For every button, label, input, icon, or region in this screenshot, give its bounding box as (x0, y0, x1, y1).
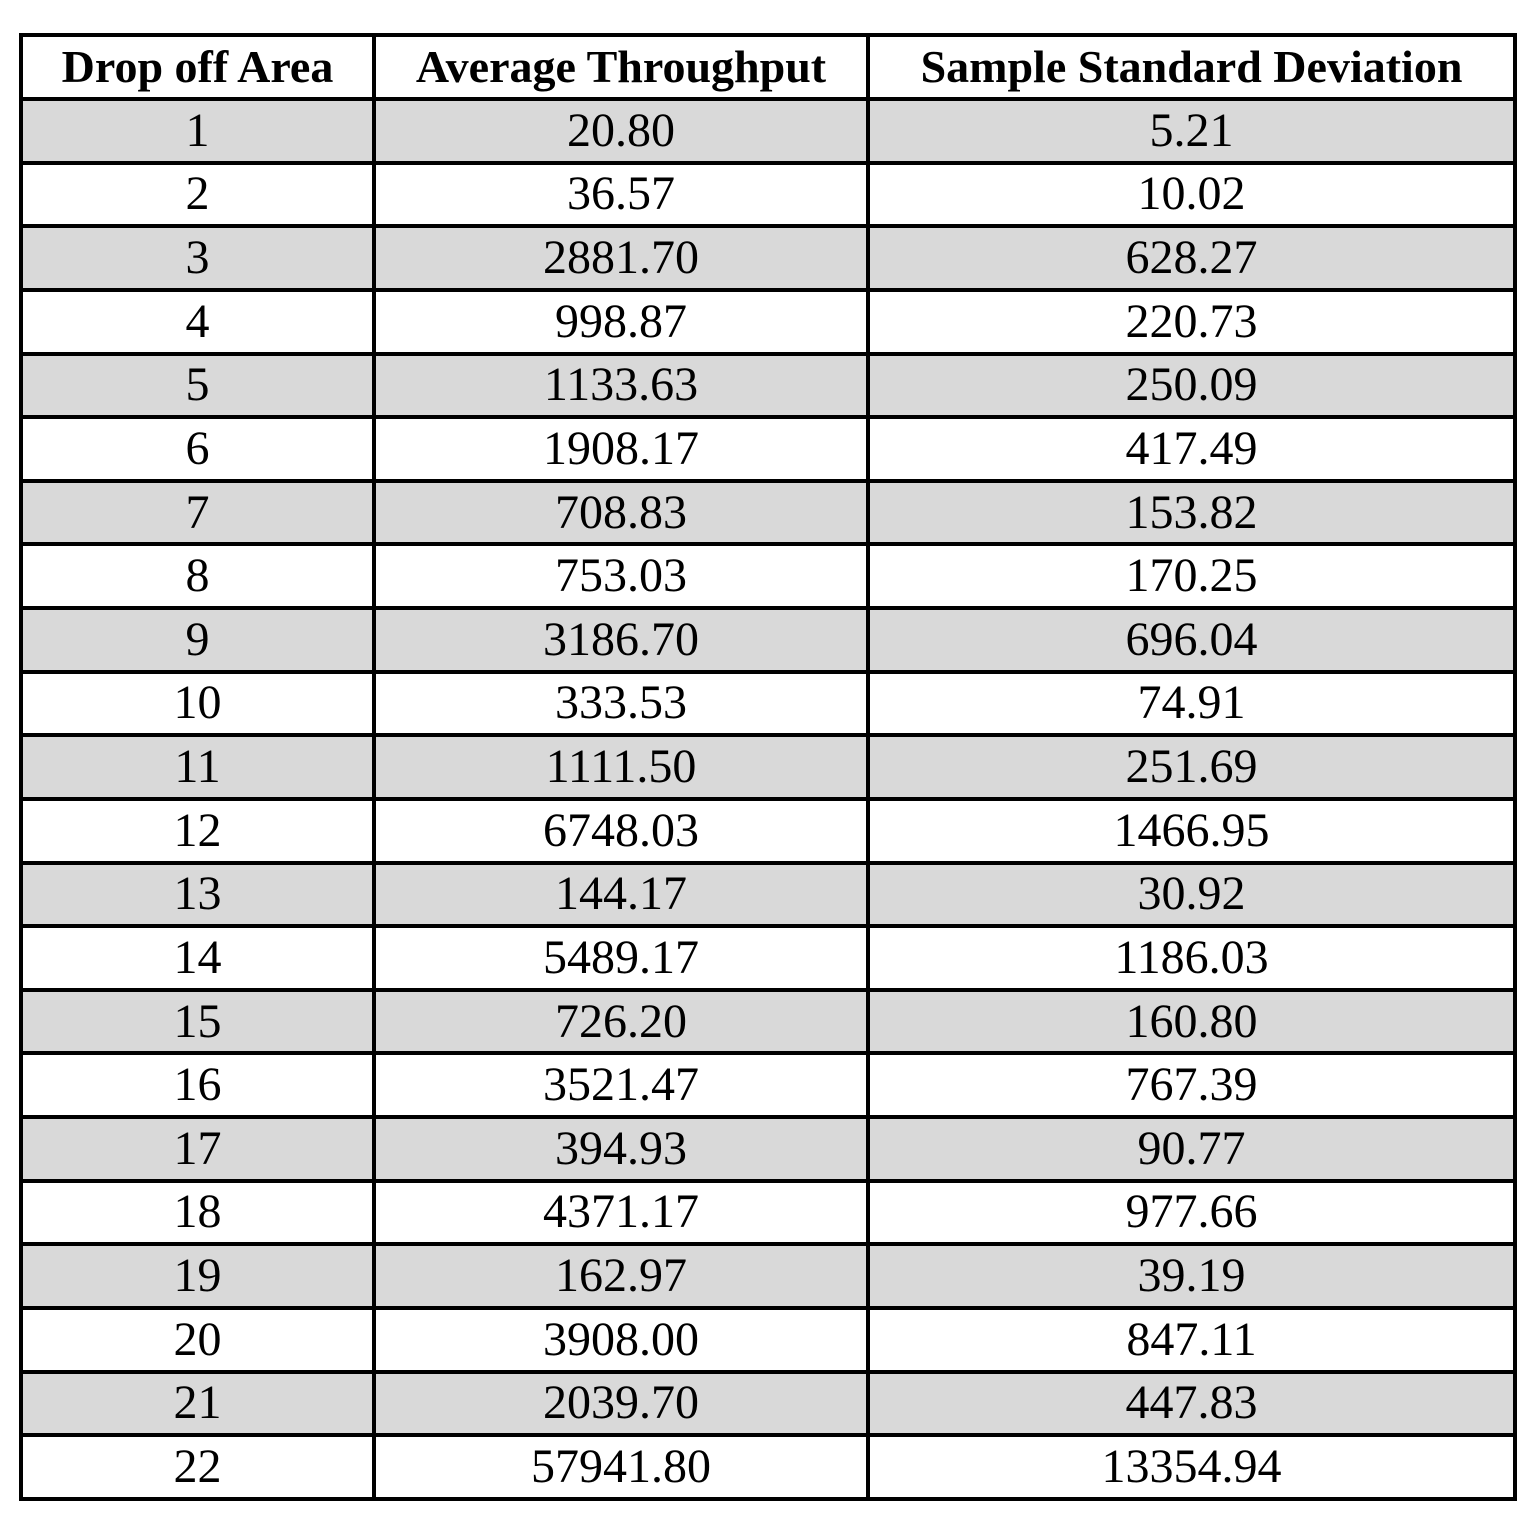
average-throughput-cell: 708.83 (374, 481, 868, 545)
table-row (21, 1181, 1515, 1245)
sample-standard-deviation-cell: 251.69 (868, 735, 1515, 799)
table-row (21, 544, 1515, 608)
sample-standard-deviation-cell: 1466.95 (868, 799, 1515, 863)
sample-standard-deviation-cell: 74.91 (868, 672, 1515, 736)
table-row (21, 99, 1515, 163)
drop-off-area-cell: 19 (21, 1244, 374, 1308)
drop-off-area-cell: 15 (21, 990, 374, 1054)
average-throughput-cell: 6748.03 (374, 799, 868, 863)
drop-off-area-cell: 1 (21, 99, 374, 163)
average-throughput-cell: 333.53 (374, 672, 868, 736)
column-header-drop-off-area: Drop off Area (21, 35, 374, 99)
drop-off-area-cell: 20 (21, 1308, 374, 1372)
sample-standard-deviation-cell: 250.09 (868, 354, 1515, 418)
average-throughput-cell: 20.80 (374, 99, 868, 163)
sample-standard-deviation-cell: 39.19 (868, 1244, 1515, 1308)
drop-off-area-cell: 11 (21, 735, 374, 799)
average-throughput-cell: 998.87 (374, 290, 868, 354)
table-row (21, 1117, 1515, 1181)
table-row (21, 163, 1515, 227)
average-throughput-cell: 1908.17 (374, 417, 868, 481)
table-header (21, 35, 1515, 99)
table-row (21, 226, 1515, 290)
average-throughput-cell: 36.57 (374, 163, 868, 227)
sample-standard-deviation-cell: 160.80 (868, 990, 1515, 1054)
table-row (21, 1308, 1515, 1372)
drop-off-area-cell: 8 (21, 544, 374, 608)
table-row (21, 926, 1515, 990)
sample-standard-deviation-cell: 13354.94 (868, 1435, 1515, 1499)
header-row (21, 35, 1515, 99)
table-row (21, 863, 1515, 927)
drop-off-area-cell: 13 (21, 863, 374, 927)
average-throughput-cell: 2039.70 (374, 1372, 868, 1436)
drop-off-area-cell: 7 (21, 481, 374, 545)
table-row (21, 672, 1515, 736)
sample-standard-deviation-cell: 767.39 (868, 1053, 1515, 1117)
drop-off-area-cell: 14 (21, 926, 374, 990)
drop-off-area-cell: 2 (21, 163, 374, 227)
sample-standard-deviation-cell: 417.49 (868, 417, 1515, 481)
sample-standard-deviation-cell: 10.02 (868, 163, 1515, 227)
average-throughput-cell: 162.97 (374, 1244, 868, 1308)
sample-standard-deviation-cell: 153.82 (868, 481, 1515, 545)
column-header-average-throughput: Average Throughput (374, 35, 868, 99)
drop-off-area-cell: 6 (21, 417, 374, 481)
drop-off-area-cell: 22 (21, 1435, 374, 1499)
sample-standard-deviation-cell: 696.04 (868, 608, 1515, 672)
sample-standard-deviation-cell: 447.83 (868, 1372, 1515, 1436)
table-row (21, 1435, 1515, 1499)
column-header-sample-standard-deviation: Sample Standard Deviation (868, 35, 1515, 99)
drop-off-area-cell: 10 (21, 672, 374, 736)
drop-off-area-cell: 3 (21, 226, 374, 290)
average-throughput-cell: 5489.17 (374, 926, 868, 990)
average-throughput-cell: 1111.50 (374, 735, 868, 799)
table-row (21, 990, 1515, 1054)
table-row (21, 1372, 1515, 1436)
sample-standard-deviation-cell: 90.77 (868, 1117, 1515, 1181)
average-throughput-cell: 3521.47 (374, 1053, 868, 1117)
throughput-table (19, 33, 1517, 1501)
drop-off-area-cell: 12 (21, 799, 374, 863)
drop-off-area-cell: 4 (21, 290, 374, 354)
table-row (21, 290, 1515, 354)
table-row (21, 354, 1515, 418)
average-throughput-cell: 726.20 (374, 990, 868, 1054)
drop-off-area-cell: 18 (21, 1181, 374, 1245)
drop-off-area-cell: 5 (21, 354, 374, 418)
sample-standard-deviation-cell: 1186.03 (868, 926, 1515, 990)
table-row (21, 481, 1515, 545)
sample-standard-deviation-cell: 5.21 (868, 99, 1515, 163)
table-row (21, 417, 1515, 481)
average-throughput-cell: 57941.80 (374, 1435, 868, 1499)
average-throughput-cell: 4371.17 (374, 1181, 868, 1245)
table-row (21, 1053, 1515, 1117)
sample-standard-deviation-cell: 977.66 (868, 1181, 1515, 1245)
average-throughput-cell: 753.03 (374, 544, 868, 608)
sample-standard-deviation-cell: 847.11 (868, 1308, 1515, 1372)
drop-off-area-cell: 17 (21, 1117, 374, 1181)
drop-off-area-cell: 21 (21, 1372, 374, 1436)
average-throughput-cell: 394.93 (374, 1117, 868, 1181)
sample-standard-deviation-cell: 628.27 (868, 226, 1515, 290)
drop-off-area-cell: 16 (21, 1053, 374, 1117)
table-row (21, 735, 1515, 799)
average-throughput-cell: 2881.70 (374, 226, 868, 290)
average-throughput-cell: 3186.70 (374, 608, 868, 672)
average-throughput-cell: 144.17 (374, 863, 868, 927)
table-row (21, 1244, 1515, 1308)
drop-off-area-cell: 9 (21, 608, 374, 672)
table-row (21, 608, 1515, 672)
sample-standard-deviation-cell: 220.73 (868, 290, 1515, 354)
sample-standard-deviation-cell: 170.25 (868, 544, 1515, 608)
table-row (21, 799, 1515, 863)
table-body (21, 99, 1515, 1499)
average-throughput-cell: 3908.00 (374, 1308, 868, 1372)
sample-standard-deviation-cell: 30.92 (868, 863, 1515, 927)
average-throughput-cell: 1133.63 (374, 354, 868, 418)
